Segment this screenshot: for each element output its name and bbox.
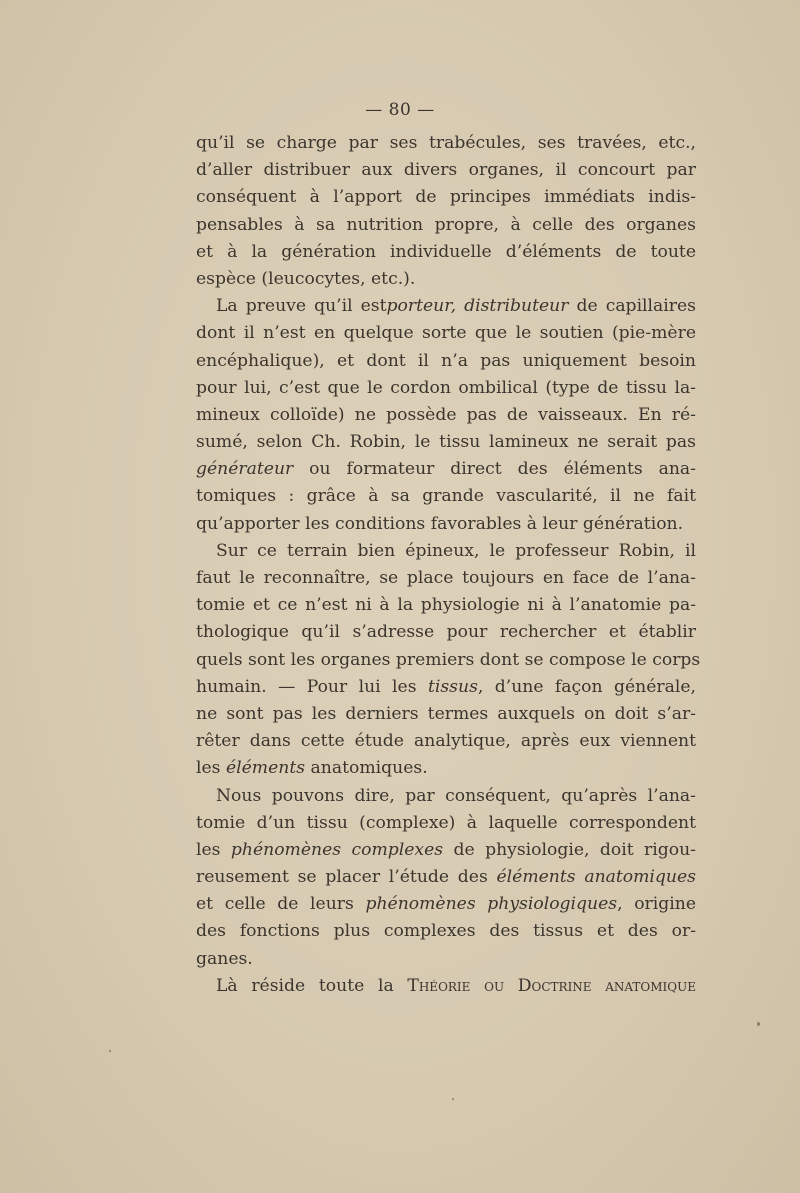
italic-term: phénomènes complexes [230,839,444,860]
italic-term: éléments anatomiques [496,867,696,888]
text-line: tomiques : grâce à sa grande vascularité, il ne fait [196,486,696,507]
paragraph-start: Sur ce terrain bien épineux, le professeur Robin, il [216,540,696,561]
paragraph-start: Là réside toute la Théorie ou Doctrine anatomique [216,975,696,996]
italic-term: tissus [427,676,478,697]
text-line: reusement se placer l’étude des éléments anatomiques [196,867,696,888]
body-text [196,130,701,1000]
paragraph-start: Nous pouvons dire, par conséquent, qu’après l’ana- [216,785,696,806]
paper-speck [452,1098,454,1100]
paper-speck [109,1050,111,1052]
italic-term: éléments [225,758,306,779]
paragraph-start: La preuve qu’il estporteur, distributeur de capillaires [216,296,697,317]
text-line: ne sont pas les derniers termes auxquels on doit s’ar- [196,703,696,724]
text-line: qu’il se charge par ses trabécules, ses travées, etc., [196,133,696,153]
text-line: encéphalique), et dont il n’a pas uniquement besoin [196,350,696,371]
text-line: tomie d’un tissu (complexe) à laquelle correspondent [196,812,696,833]
text-line: pour lui, c’est que le cordon ombilical (type de tissu la- [196,377,696,398]
text-line: sumé, selon Ch. Robin, le tissu lamineux ne serait pas [196,432,696,453]
italic-term: générateur [196,459,294,480]
text-line: humain. — Pour lui les tissus, d’une façon générale, [196,676,696,697]
page-number: — 80 — [365,100,435,120]
text-line: thologique qu’il s’adresse pour rechercher et établir [196,622,696,643]
text-line: et celle de leurs phénomènes physiologiques, origine [196,894,697,915]
text-line: qu’apporter les conditions favorables à leur génération. [196,513,684,534]
text-line: rêter dans cette étude analytique, après eux viennent [196,731,696,752]
text-line: espèce (leucocytes, etc.). [196,268,416,289]
text-line: faut le reconnaître, se place toujours en face de l’ana- [196,568,696,588]
smallcaps-term: Théorie ou Doctrine anatomique [407,975,696,996]
text-line: les phénomènes complexes de physiologie, doit rigou- [196,839,696,860]
text-line: les éléments anatomiques. [196,758,428,779]
text-line: conséquent à l’apport de principes immédiats indis- [196,187,696,208]
text-line: quels sont les organes premiers dont se compose le corps [196,649,701,670]
text-line: des fonctions plus complexes des tissus et des or- [196,921,696,942]
italic-term: porteur, distributeur [386,296,569,317]
text-line: dont il n’est en quelque sorte que le soutien (pie-mère [196,323,696,344]
italic-term: phénomènes physiologiques [365,894,618,915]
paper-speck [757,1022,760,1026]
text-line: d’aller distribuer aux divers organes, il concourt par [196,160,696,181]
text-line: mineux colloïde) ne possède pas de vaisseaux. En ré- [196,404,696,425]
text-line: ganes. [196,948,253,969]
text-line: générateur ou formateur direct des éléments ana- [196,459,696,480]
text-line: tomie et ce n’est ni à la physiologie ni à l’anatomie pa- [196,595,696,616]
text-line: pensables à sa nutrition propre, à celle des organes [196,214,696,235]
text-line: et à la génération individuelle d’éléments de toute [196,241,696,262]
